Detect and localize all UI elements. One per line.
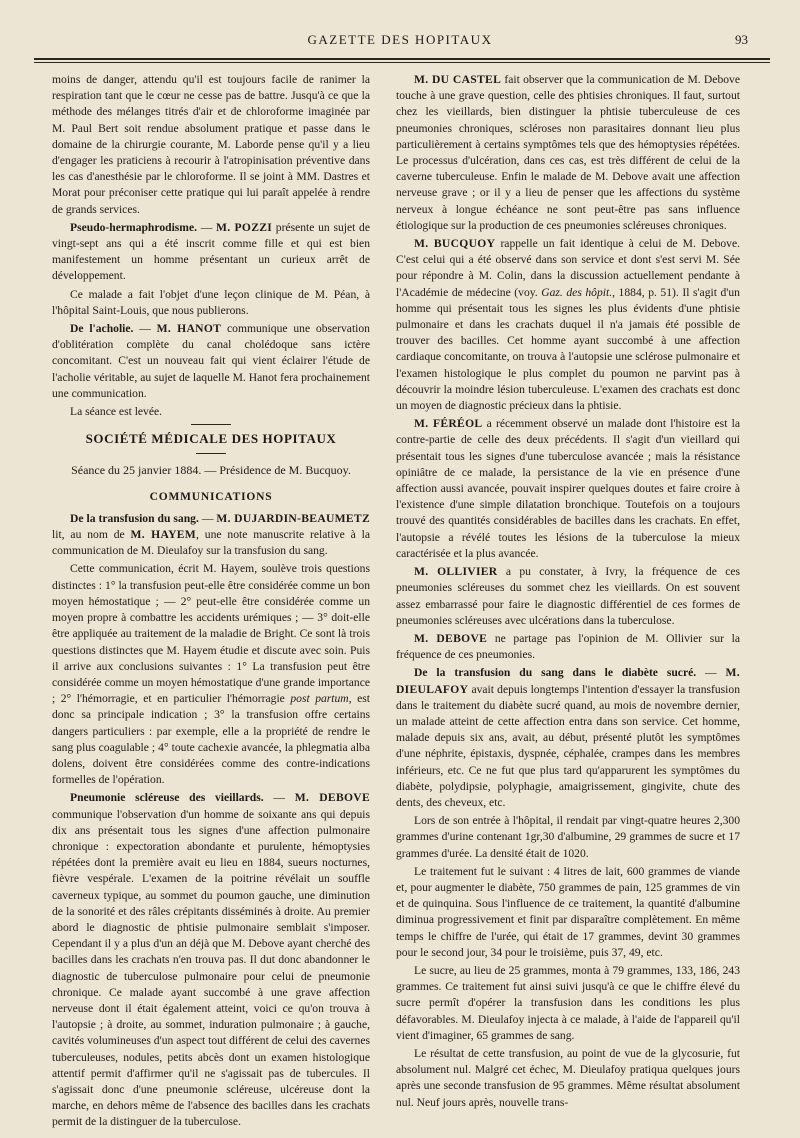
right-column xyxy=(396,72,740,1113)
header-rule-thin xyxy=(34,62,770,63)
paragraph-text: , une note manuscrite relative à la communication de M. Dieulafoy sur la transfusion du sang. xyxy=(52,528,370,558)
divider xyxy=(196,453,226,454)
paragraph-text: , est donc sa principale indication ; 3° la transfusion offre certains dangers particuliers : par exemple, elle a la propriété de rendre le sang plus coagulable ; 4° toute cachexie avancée, la phlegmatia alba dolens, doivent être considérées comme des contre-indications formelles de l'opération. xyxy=(52,692,370,787)
paragraph-text: a pu constater, à Ivry, la fréquence de ces pneumonies scléreuses du sommet chez les vieillards. On est souvent assez embarrassé pour faire le diagnostic différentiel de ces formes de pneumonies scléreuses avec ulcérations dans la tuberculose. xyxy=(396,565,741,627)
speaker-name: M. DEBOVE xyxy=(294,791,370,805)
paragraph-text: avait depuis longtemps l'intention d'essayer la transfusion dans le traitement du diabète sucré quand, au mois de novembre dernier, un malade atteint de cette affection entra dans son service. Cet homme, malade depuis six ans, avait, au début, présenté plutôt les symptômes d'une néphrite, épistaxis, dyspnée, céphalée, crampes dans les membres inférieurs, etc. Ce ne fut que plus tard qu'apparurent les symptômes du diabète, polydipsie, polyphagie, amaigrissement, gingivite, chute des dents, des cheveux, etc. xyxy=(396,682,740,809)
paragraph-pseudo-hermaphrodisme: Pseudo-hermaphrodisme. — M. POZZI présente un sujet de vingt-sept ans qui a été inscrit comme fille et qui est bien manifestement un homme présentant un curieux arrêt de développement. xyxy=(52,220,371,283)
paragraph-debove xyxy=(396,631,740,663)
paragraph-text: , 1884, p. 51). Il s'agit d'un homme qui présentait tous les signes les plus évidents d'une phtisie pulmonaire et dans les crachats duquel il n'a jamais été possible de trouver des bacilles. Cet homme ayant succombé à une affection cardiaque concomitante, on trouva à l'autopsie une sclérose pulmonaire et l'examen histologique le plus complet du poumon ne parvint pas à découvrir la moindre lésion tuberculeuse. L'examen des crachats est donc un moyen de diagnostic précieux dans la phtisie. xyxy=(396,285,740,413)
paragraph-text: fait observer que la communication de M. Debove touche à une grave question, celle des phtisies chroniques. Il faut, surtout chez les vieillards, bien distinguer la phtisie tuberculeuse de ces pneumonies chroniques, scléroses non parasitaires donnant lieu plus particulièrement à certains symptômes tels que des hémoptysies répétées. Le processus d'ulcération, dans ces cas, est très différent de celui de la caverne tuberculeuse. Enfin le malade de M. Debove avait une affection nerveuse grave ; or il y a lieu de penser que les affections du système nerveux à longue échéance ne sont peut-être pas sans influence étiologique sur la production de ces pneumonies scléreuses chroniques. xyxy=(396,73,740,232)
paragraph: Le traitement fut le suivant : 4 litres de lait, 600 grammes de viande et, pour augmenter le diabète, 750 grammes de pain, 125 grammes de vin et de quinquina. Sous l'influence de ce traitement, la quantité d'albumine diminua progressivement et finit par disparaître complètement. En même temps le chiffre de l'urée, qui était de 17 grammes, devint 30 grammes pour le second jour, 34 pour le troisième, puis 37, 49, etc. xyxy=(396,864,740,959)
paragraph: La séance est levée. xyxy=(70,405,163,419)
subsection-title: De la transfusion du sang dans le diabète sucré. xyxy=(414,666,697,680)
speaker-name: M. HAYEM xyxy=(130,528,197,542)
section-separator xyxy=(52,424,370,425)
header-rule xyxy=(34,58,770,60)
speaker-name: M. OLLIVIER xyxy=(414,565,498,579)
paragraph: Le sucre, au lieu de 25 grammes, monta à 79 grammes, 133, 186, 243 grammes. Ce traitement fut ainsi suivi jusqu'à ce que le chiffre élevé du sucre permît d'opérer la transfusion dans les conditions les plus défavorables. M. Dieulafoy injecta à ce malade, à l'aide de l'appareil qu'il vient d'imaginer, 65 grammes de sang. xyxy=(396,963,740,1042)
italic-term: post partum xyxy=(290,692,349,706)
paragraph-text: a récemment observé un malade dont l'histoire est la contre-partie de celle des deux précédents. Il s'agit d'un vieillard qui présentait tous les signes d'une tuberculose avancée ; mais la résistance opiniâtre de ce malade, la persistance de la vie en présence d'une affection aussi avancée, pouvait inspirer quelques doutes et faire croire à l'existence d'une simple dilatation bronchique. Toutefois on a toujours trouvé des quantités considérables de bacilles dans les crachats. En effet, l'autopsie a révélé toutes les lésions de la tuberculose la mieux caractérisée et la plus avancée. xyxy=(396,417,740,560)
speaker-name: M. DU CASTEL xyxy=(414,73,502,86)
session-line: Séance du 25 janvier 1884. — Présidence de M. Bucquoy. xyxy=(71,463,351,478)
paragraph: moins de danger, attendu qu'il est toujours facile de ranimer la respiration tant que le cœur ne cesse pas de battre. Jusqu'à ce que la méthode des mélanges titrés d'air et de chloroforme imaginée par M. Paul Bert soit rendue absolument pratique et passe dans le domaine de la chirurgie courante, M. Laborde pense qu'il y a lieu d'engager les praticiens à recourir à l'atropinisation préventive dans les cas d'anesthésie par le chloroforme. Il se joint à MM. Dastres et Morat pour préconiser cette pratique qui lui paraît appelée à rendre de grands services. xyxy=(52,73,370,216)
subsection-title: De l'acholie. xyxy=(70,322,134,336)
speaker-name: M. DEBOVE xyxy=(414,631,488,645)
paragraph-text: communique une observation d'oblitération complète du canal cholédoque sans ictère concomitant. C'est un nouveau fait qui vient éclairer l'étude de l'acholie véritable, au sujet de laquelle M. Hanot fera prochainement une communication. xyxy=(52,322,370,400)
paragraph-bucquoy xyxy=(396,236,740,414)
subsection-title: Pseudo-hermaphrodisme. xyxy=(70,220,197,234)
speaker-name: M. BUCQUOY xyxy=(414,237,496,251)
speaker-name: M. FÉRÉOL xyxy=(414,417,483,431)
paragraph-ollivier xyxy=(396,564,740,629)
speaker-name: M. POZZI xyxy=(216,220,273,234)
paragraph-text: lit, au nom de xyxy=(52,528,125,542)
paragraph: Le résultat de cette transfusion, au point de vue de la glycosurie, fut absolument nul. Malgré cet échec, M. Dieulafoy pratiqua quelques jours après une seconde transfusion de 95 grammes. Même résultat absolument nul. Neuf jours après, nouvelle trans- xyxy=(396,1046,740,1109)
page-header xyxy=(0,28,800,52)
page-number: 93 xyxy=(735,32,748,47)
subsection-title: Pneumonie scléreuse des vieillards. xyxy=(70,791,264,805)
paragraph: Lors de son entrée à l'hôpital, il rendait par vingt-quatre heures 2,300 grammes d'urine contenant 1gr,30 d'albumine, 29 grammes de sucre et 17 grammes d'urée. La densité était de 1020. xyxy=(396,814,740,860)
section-title: SOCIÉTÉ MÉDICALE DES HOPITAUX xyxy=(85,431,337,447)
paragraph-transfusion: De la transfusion du sang. — M. DUJARDIN-BEAUMETZ lit, au nom de M. HAYEM, une note manuscrite relative à la communication de M. Dieulafoy sur la transfusion du sang. xyxy=(52,511,371,558)
paragraph-pneumonie: Pneumonie scléreuse des vieillards. — M. DEBOVE communique l'observation d'un homme de soixante ans qui depuis dix ans présentait tous les signes d'une affection pulmonaire chronique : expectoration abondante et purulente, hémoptysies répétées dont la première avait eu lieu en 1884, sueurs nocturnes, fièvre vespérale. L'examen de la poitrine révélait un souffle caverneux typique, au sommet du poumon gauche, une diminution de la sonorité et des râles crépitants disséminés à droite. Au premier abord le diagnostic de phtisie pulmonaire semblait s'imposer. Cependant il y a plus d'un an déjà que M. Debove ayant cherché des bacilles dans les crachats n'en trouva pas. Il dut donc abandonner le diagnostic de tuberculose pulmonaire pour celui de pneumonie chronique. Ce malade ayant succombé à une grave affection nerveuse dont il était également atteint, voici ce qu'on trouva à l'autopsie ; à droite, au sommet, induration pulmonaire ; à gauche, cavités volumineuses d'un aspect tout différent de celui des cavernes tuberculeuses, nodules, petits abcès dont un examen histologique attentif permit d'affirmer qu'il ne s'agissait pas de tubercules. Il s'agissait donc d'une pneumonie scléreuse, ulcéreuse dont la marche, en dehors même de l'absence des bacilles dans les crachats permit de la distinguer de la tuberculose. xyxy=(52,791,370,1129)
journal-title: GAZETTE DES HOPITAUX xyxy=(307,32,493,47)
paragraph-diabete: De la transfusion du sang dans le diabète sucré. — M. DIEULAFOY avait depuis longtemps l'intention d'essayer la transfusion dans le traitement du diabète sucré quand, au mois de novembre dernier, un malade atteint de cette affection entra dans son service. Cet homme, malade depuis six ans, avait, au début, présenté plutôt les symptômes d'une néphrite, épistaxis, dyspnée, céphalée, crampes dans les membres inférieurs, etc. Ce ne fut que plus tard qu'apparurent les symptômes du diabète, polydipsie, polyphagie, amaigrissement, gingivite, chute des dents, des cheveux, etc. xyxy=(396,666,740,809)
speaker-name: M. DUJARDIN-BEAUMETZ xyxy=(216,511,371,525)
paragraph-fereol xyxy=(396,416,740,562)
speaker-name: M. DIEULAFOY xyxy=(396,666,740,696)
paragraph-text: ne partage pas l'opinion de M. Ollivier sur la fréquence de ces pneumonies. xyxy=(396,631,740,662)
italic-citation: Gaz. des hôpit. xyxy=(541,285,613,299)
paragraph-du-castel xyxy=(396,72,740,234)
paragraph-acholie: De l'acholie. — M. HANOT communique une observation d'oblitération complète du canal cholédoque sans ictère concomitant. C'est un nouveau fait qui vient éclairer l'étude de l'acholie véritable, au sujet de laquelle M. Hanot fera prochainement une communication. xyxy=(52,322,370,400)
speaker-name: M. HANOT xyxy=(156,322,222,336)
subsection-title: De la transfusion du sang. xyxy=(70,511,199,525)
paragraph-hayem xyxy=(52,561,370,788)
paragraph-text: communique l'observation d'un homme de soixante ans qui depuis dix ans présentait tous les signes d'une affection pulmonaire chronique : expectoration abondante et purulente, hémoptysies répétées dont la première avait eu lieu en 1884, sueurs nocturnes, fièvre vespérale. L'examen de la poitrine révélait un souffle caverneux typique, au sommet du poumon gauche, une diminution de la sonorité et des râles crépitants disséminés à droite. Au premier abord le diagnostic de phtisie pulmonaire semblait s'imposer. Cependant il y a plus d'un an déjà que M. Debove ayant cherché des bacilles dans les crachats n'en trouva pas. Il dut donc abandonner le diagnostic de tuberculose pulmonaire pour celui de pneumonie chronique. Ce malade ayant succombé à une grave affection nerveuse dont il était également atteint, voici ce qu'on trouva à l'autopsie ; à droite, au sommet, induration pulmonaire ; à gauche, cavités volumineuses d'un aspect tout différent de celui des cavernes tuberculeuses, nodules, petits abcès dont un examen histologique attentif permit d'affirmer qu'il ne s'agissait pas de tubercules. Il s'agissait donc d'une pneumonie scléreuse, ulcéreuse dont la marche, en dehors même de l'absence des bacilles dans les crachats permit de la distinguer de la tuberculose. xyxy=(52,807,370,1129)
paragraph: Ce malade a fait l'objet d'une leçon clinique de M. Péan, à l'hôpital Saint-Louis, que nous publierons. xyxy=(52,287,370,317)
paragraph-text: présente un sujet de vingt-sept ans qui a été inscrit comme fille et qui est bien manifestement un homme présentant un curieux arrêt de développement. xyxy=(52,220,371,283)
left-column xyxy=(52,72,370,1133)
paragraph-text: rappelle un fait identique à celui de M. Debove. C'est celui qui a été observé dans son service et dont s'est servi M. Sée pour répondre à M. Colin, dans la discussion actuellement pendante à l'Académie de médecine (voy. xyxy=(396,237,740,299)
communications-heading: COMMUNICATIONS xyxy=(149,490,273,503)
paragraph-text: Cette communication, écrit M. Hayem, soulève trois questions distinctes : 1° la transfusion peut-elle être considérée comme un bon moyen hémostatique ; — 2° peut-elle être considérée comme un moyen propre à combattre les accidents urémiques ; — 3° doit-elle être appliquée au traitement de la maladie de Bright. Ce sont là trois questions distinctes que M. Hayem étudie et discute avec soin. Puis il arrive aux conclusions suivantes : 1° La transfusion peut être considérée comme un moyen hémostatique d'une grande importance ; 2° l'hémorragie, et en particulier l'hémorragie xyxy=(52,562,370,706)
